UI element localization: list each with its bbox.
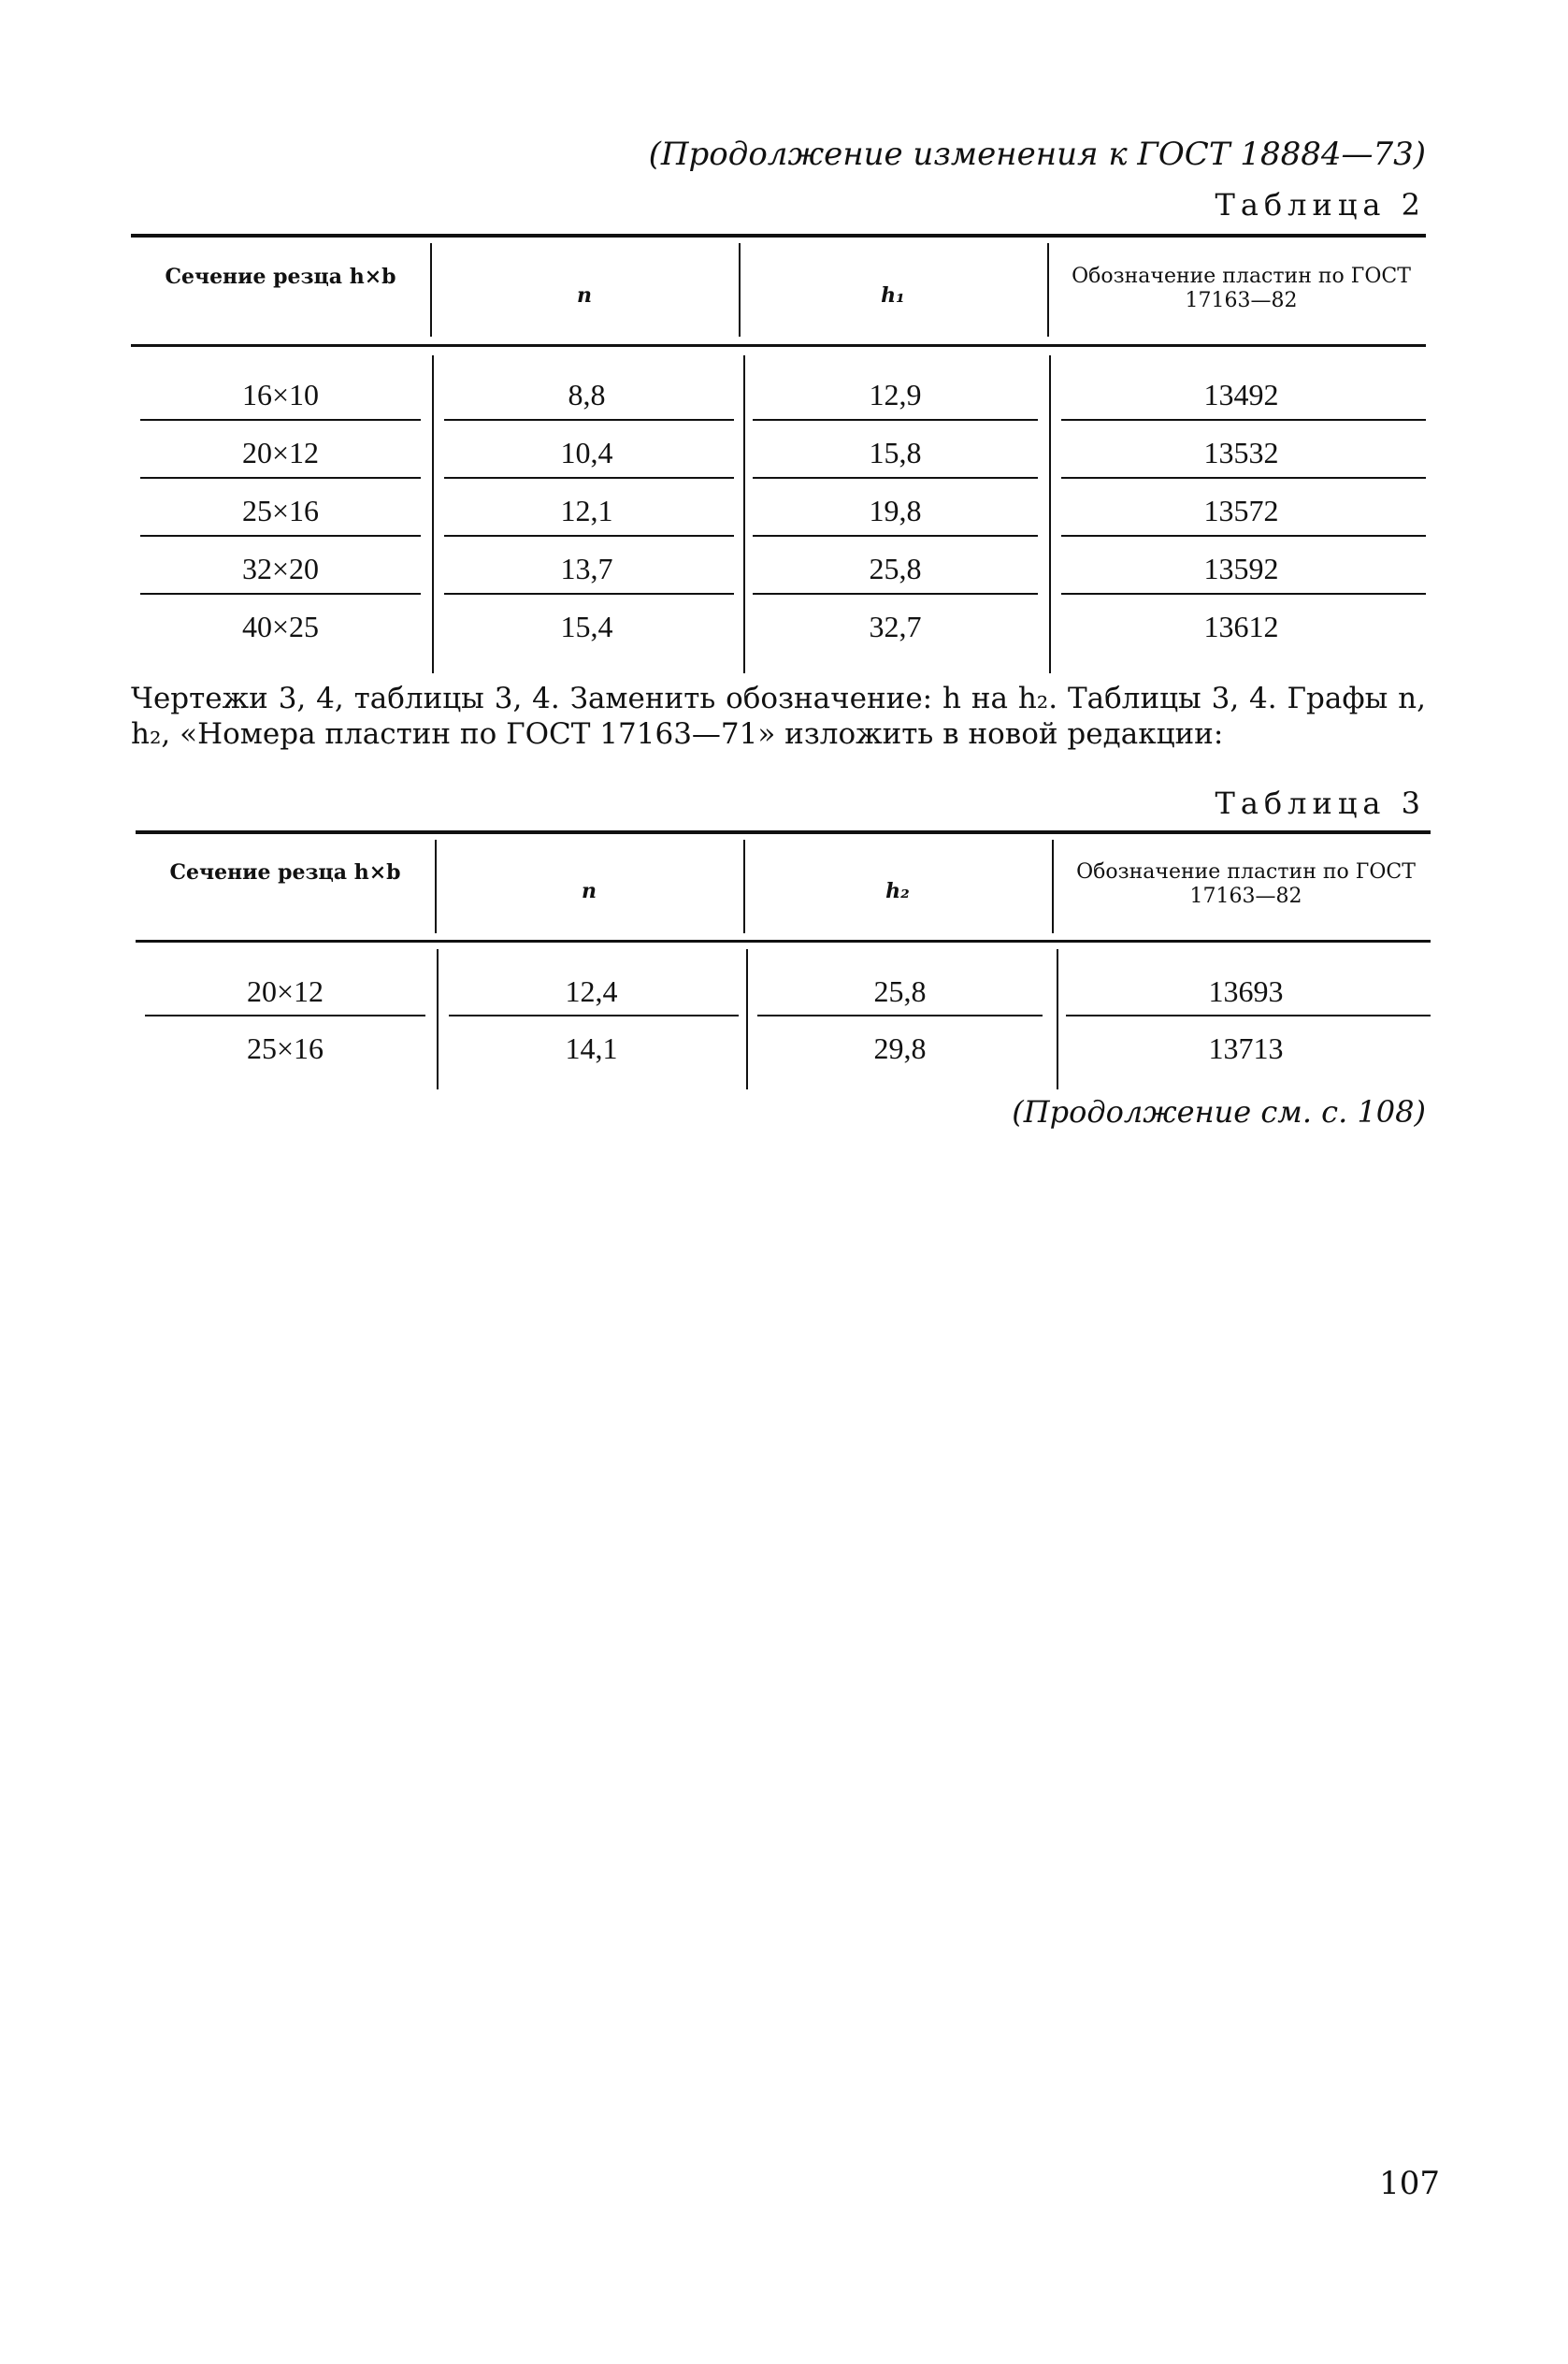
divider [1052,840,1054,933]
cell-h1: 25,8 [869,552,922,585]
cell-section: 20×12 [241,436,320,469]
cell-plate: 13693 [1208,974,1284,1008]
row-rule [753,535,1038,537]
table-3-top-rule [136,830,1431,834]
row-rule [140,535,421,537]
row-rule [444,535,734,537]
cell-h1: 15,8 [869,436,922,469]
cell-n: 14,1 [565,1031,618,1065]
cell-section: 32×20 [241,552,320,585]
table-3-header-rule [136,940,1431,943]
row-rule [145,1015,425,1016]
row-rule [753,419,1038,421]
amendment-paragraph: Чертежи 3, 4, таблицы 3, 4. Заменить обозначение: h на h₂. Таблицы 3, 4. Графы n, h₂, «Номера пластин по ГОСТ 17163—71» изложить в новой редакции: [131,682,1426,751]
row-rule [1061,593,1426,595]
cell-section: 20×12 [246,974,324,1008]
cell-plate: 13612 [1203,610,1279,643]
cell-section: 16×10 [241,378,320,411]
table-3-header-n: n [582,879,597,903]
cell-plate: 13592 [1203,552,1279,585]
row-rule [444,477,734,479]
row-rule [1061,535,1426,537]
table-3-header-plate: Обозначение пластин по ГОСТ 17163—82 [1076,860,1416,908]
table-2-header-plate: Обозначение пластин по ГОСТ 17163—82 [1072,265,1411,312]
cell-n: 10,4 [560,436,613,469]
row-rule [1061,477,1426,479]
row-rule [140,477,421,479]
row-rule [140,419,421,421]
divider [1057,949,1058,1089]
continuation-header: (Продолжение изменения к ГОСТ 18884—73) [648,136,1426,173]
cell-n: 15,4 [560,610,613,643]
table-2-header-rule [131,344,1426,347]
row-rule [753,477,1038,479]
cell-plate: 13572 [1203,494,1279,527]
cell-h1: 12,9 [869,378,922,411]
cell-section: 25×16 [246,1031,324,1065]
table-2-top-rule [131,234,1426,238]
cell-section: 40×25 [241,610,320,643]
table-2-header-h1: h₁ [881,283,905,308]
row-rule [1066,1015,1431,1016]
cell-h2: 29,8 [873,1031,927,1065]
row-rule [140,593,421,595]
cell-section: 25×16 [241,494,320,527]
cell-plate: 13492 [1203,378,1279,411]
cell-n: 8,8 [568,378,606,411]
row-rule [753,593,1038,595]
cell-h2: 25,8 [873,974,927,1008]
row-rule [444,593,734,595]
row-rule [444,419,734,421]
table-3-label: Таблица 3 [1215,786,1426,821]
divider [746,949,748,1089]
page-number: 107 [1379,2165,1440,2202]
table-3-header-h2: h₂ [885,879,910,903]
cell-n: 12,1 [560,494,613,527]
cell-h1: 19,8 [869,494,922,527]
row-rule [449,1015,739,1016]
cell-n: 13,7 [560,552,613,585]
cell-h1: 32,7 [869,610,922,643]
divider [432,355,434,673]
row-rule [757,1015,1043,1016]
continuation-footer: (Продолжение см. с. 108) [1012,1094,1426,1130]
table-2-label: Таблица 2 [1215,187,1426,223]
divider [1049,355,1051,673]
cell-plate: 13532 [1203,436,1279,469]
table-3-header-section: Сечение резца h×b [169,860,401,885]
cell-plate: 13713 [1208,1031,1284,1065]
row-rule [1061,419,1426,421]
divider [743,355,745,673]
table-2-header-n: n [577,283,592,308]
table-2-header-section: Сечение резца h×b [165,265,396,289]
divider [1047,243,1049,337]
divider [437,949,439,1089]
cell-n: 12,4 [565,974,618,1008]
